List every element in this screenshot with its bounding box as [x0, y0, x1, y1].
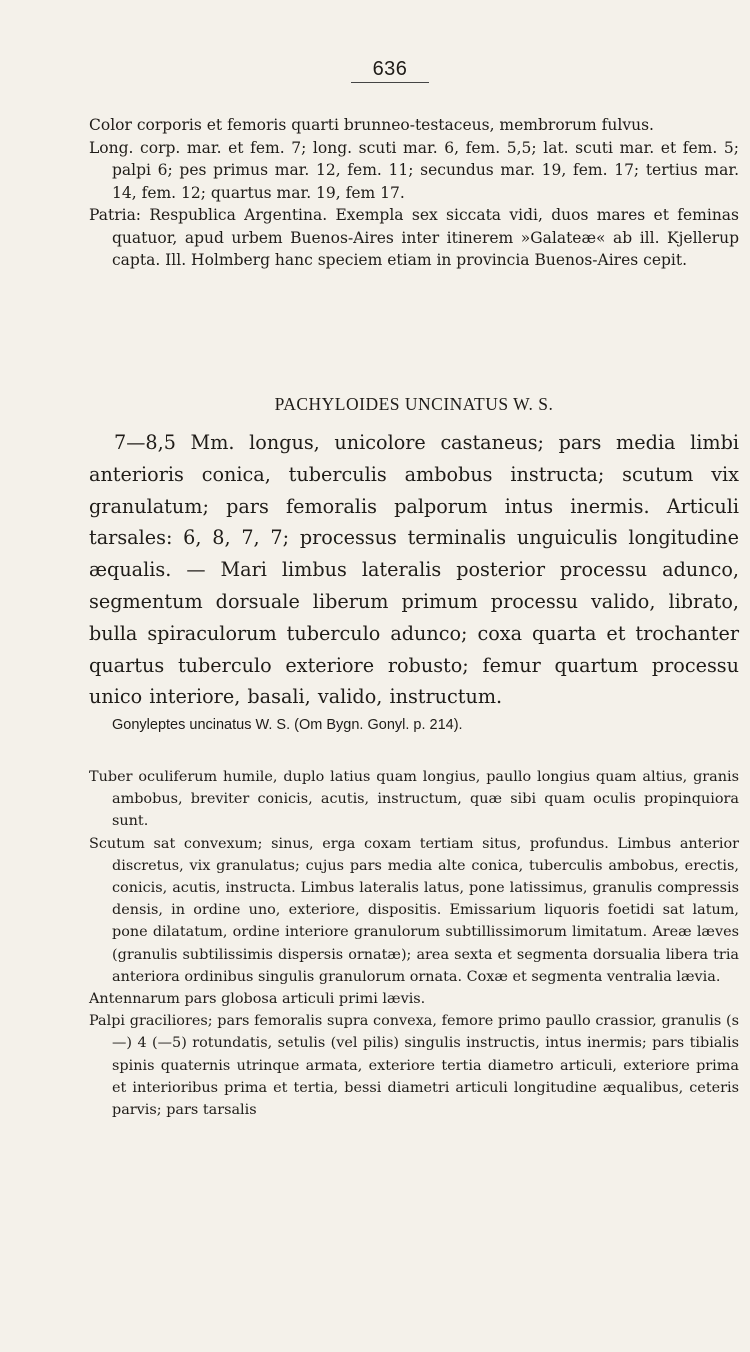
paragraph-color: Color corporis et femoris quarti brunneo-testaceus, membrorum fulvus.	[89, 116, 654, 134]
synonym-citation: Gonyleptes uncinatus W. S. (Om Bygn. Gonyl. p. 214).	[112, 717, 463, 734]
paragraph-patria: Patria: Respublica Argentina. Exempla sex siccata vidi, duos mares et feminas quatuor, apud urbem Buenos-Aires inter itinerem »Galateæ« ab ill. Kjellerup capta. Ill. Holmberg hanc speciem etiam in provincia Buenos-Aires cepit.	[89, 206, 739, 269]
paragraph-measurements: Long. corp. mar. et fem. 7; long. scuti mar. 6, fem. 5,5; lat. scuti mar. et fem. 5; palpi 6; pes primus mar. 12, fem. 11; secundus mar. 19, fem. 17; tertius mar. 14, fem. 12; quartus mar. 19, fem 17.	[89, 138, 739, 202]
paragraph-antennae: Antennarum pars globosa articuli primi lævis.	[89, 991, 426, 1008]
species-section	[89, 394, 739, 415]
species-title: PACHYLOIDES UNCINATUS W. S.	[274, 394, 554, 414]
diagnosis-paragraph: 7—8,5 Mm. longus, unicolore castaneus; pars media limbi anterioris conica, tuberculis ambobus instructa; scutum vix granulatum; pars femoralis palporum intus inermis. Articuli tarsales: 6, 8, 7, 7; processus terminalis unguiculis longitudine æqualis. — Mari limbus lateralis posterior processu adunco, segmentum dorsuale liberum primum processu valido, librato, bulla spiraculorum tuberculo adunco; coxa quarta et trochanter quartus tuberculo exteriore robusto; femur quartum processu unico interiore, basali, valido, instructum.	[89, 431, 739, 709]
paragraph-palpi: Palpi graciliores; pars femoralis supra convexa, femore primo paullo crassior, granulis (s—) 4 (—5) rotundatis, setulis (vel pilis) singulis instructis, intus inermis; pars tibialis spinis quaternis utrinque armata, exteriore tertia diametro articuli, exteriore prima et interioribus prima et tertia, bessi diametri articuli longitudine æqualibus, ceteris parvis; pars tarsalis	[89, 1013, 739, 1119]
text-block-description	[89, 766, 739, 1121]
text-block-top	[89, 114, 739, 272]
page-number: 636	[0, 58, 750, 83]
paragraph-tuber: Tuber oculiferum humile, duplo latius quam longius, paullo longius quam altius, granis ambobus, breviter conicis, acutis, instructum, quæ sibi quam oculis propinquiora sunt.	[89, 769, 739, 830]
diagnosis-section	[89, 427, 739, 737]
paragraph-scutum: Scutum sat convexum; sinus, erga coxam tertiam situs, profundus. Limbus anterior discretus, vix granulatus; cujus pars media alte conica, tuberculis ambobus, erectis, conicis, acutis, instructa. Limbus lateralis latus, pone latissimus, granulis compressis densis, in ordine uno, exteriore, dispositis. Emissarium liquoris foetidi sat latum, pone dilatatum, ordine interiore granulorum subtillissimorum limitatum. Areæ læves (granulis subtilissimis dispersis ornatæ); area sexta et segmenta dorsualia libera tria anteriora ordinibus singulis granulorum ornata. Coxæ et segmenta ventralia lævia.	[89, 835, 739, 985]
